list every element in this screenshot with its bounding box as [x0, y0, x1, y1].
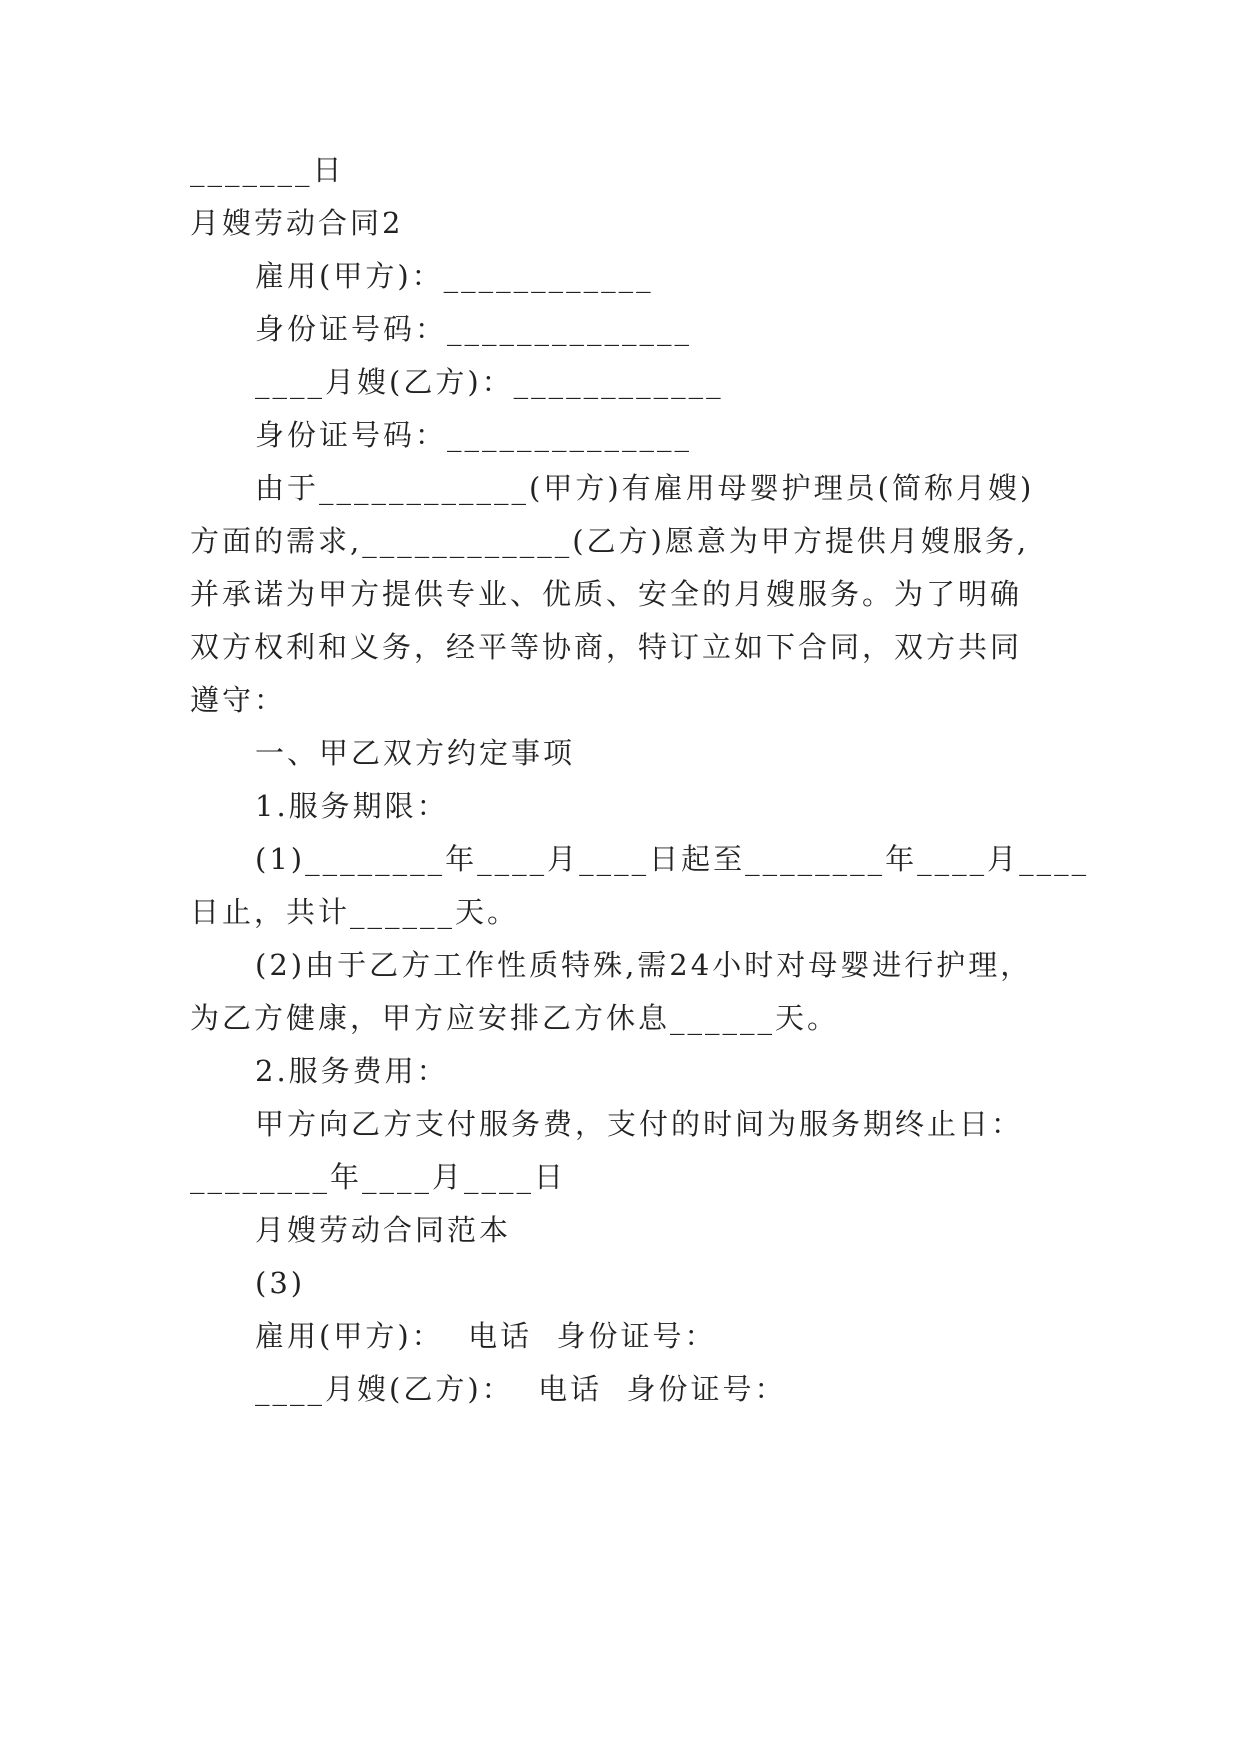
fee-line-2: ________年____月____日	[190, 1160, 567, 1194]
contract-title: 月嫂劳动合同2	[190, 206, 404, 240]
employer-field: 雇用(甲方)：____________	[255, 259, 654, 293]
preamble-line-4: 双方权利和义务，经平等协商，特订立如下合同，双方共同	[190, 630, 1023, 664]
preamble-line-5: 遵守：	[190, 683, 287, 717]
nurse-id-field: 身份证号码：______________	[255, 418, 693, 452]
employer-id-field: 身份证号码：______________	[255, 312, 693, 346]
clause-2-line-1: (2)由于乙方工作性质特殊,需24小时对母婴进行护理，	[255, 948, 1033, 982]
clause-heading-service-fee: 2.服务费用：	[255, 1054, 449, 1088]
preamble-line-3: 并承诺为甲方提供专业、优质、安全的月嫂服务。为了明确	[190, 577, 1023, 611]
template-title: 月嫂劳动合同范本	[255, 1213, 512, 1247]
maternity-nurse-field: ____月嫂(乙方)：____________	[255, 365, 724, 399]
clause-1-line-1: (1)________年____月____日起至________年____月____	[255, 842, 1090, 876]
clause-1-line-2: 日止，共计______天。	[190, 895, 520, 929]
fee-line-1: 甲方向乙方支付服务费，支付的时间为服务期终止日：	[255, 1107, 1024, 1141]
template-employer-line: 雇用(甲方)： 电话 身份证号：	[255, 1319, 717, 1353]
section-heading-1: 一、甲乙双方约定事项	[255, 736, 576, 770]
preamble-line-2: 方面的需求,____________(乙方)愿意为甲方提供月嫂服务,	[190, 524, 1030, 558]
clause-2-line-2: 为乙方健康，甲方应安排乙方休息______天。	[190, 1001, 840, 1035]
clause-heading-service-term: 1.服务期限：	[255, 789, 449, 823]
preamble-line-1: 由于____________(甲方)有雇用母婴护理员(简称月嫂)	[255, 471, 1035, 505]
template-number: (3)	[255, 1266, 306, 1300]
template-nurse-line: ____月嫂(乙方)： 电话 身份证号：	[255, 1372, 787, 1406]
date-line: _______日	[190, 153, 345, 187]
